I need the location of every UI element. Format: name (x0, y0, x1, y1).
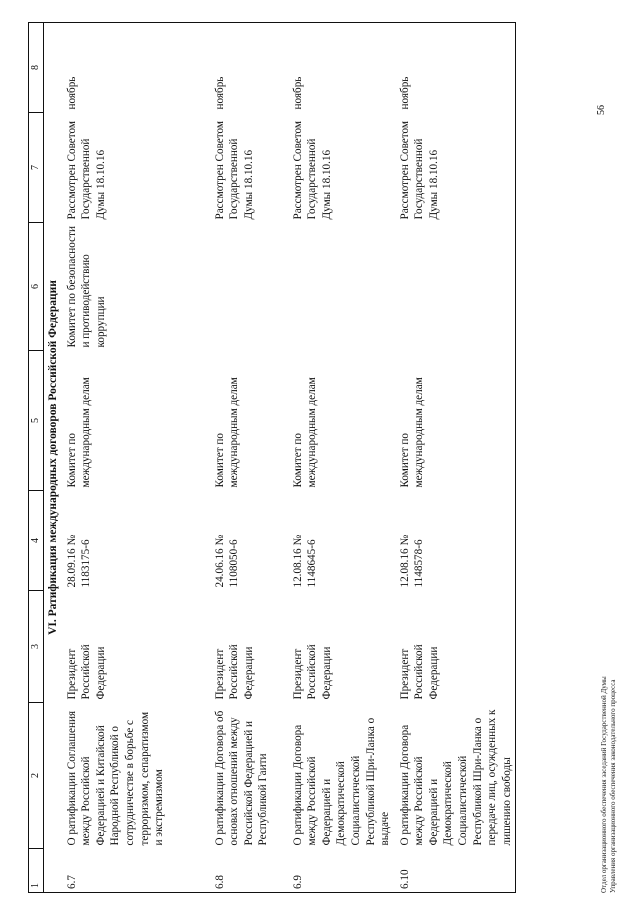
initiator: Президент Российской Федерации (291, 644, 333, 700)
bill-title: О ратификации Договора об основах отношений между Российской Федерацией и Республикой Гаити (213, 710, 270, 846)
bill-title: О ратификации Соглашения между Российской Федерацией и Китайской Народной Республикой о сотрудничестве в борьбе с терроризмом, сепаратизмом и экстремизмом (65, 710, 166, 846)
initiator: Президент Российской Федерации (213, 644, 255, 700)
table-row (289, 23, 396, 893)
table-row (63, 23, 211, 893)
table-row (211, 23, 289, 893)
initiator: Президент Российской Федерации (396, 591, 516, 703)
row-number: 6.10 (396, 849, 516, 893)
month: ноябрь (211, 23, 289, 113)
footer-line: Отдел организационного обеспечения заседаний Государственной Думы (600, 676, 608, 893)
registration-number: 24.06.16 № 1108050-6 (213, 534, 241, 588)
column-number: 5 (29, 351, 44, 491)
status: Рассмотрен Советом Государственной Думы 18.10.16 (291, 121, 333, 220)
footer-note (600, 676, 618, 893)
bill-title: О ратификации Договора между Российской Федерацией и Демократической Социалистической Республикой Шри-Ланка о передаче лиц, осужденных к лишению свободы (396, 703, 516, 849)
table-row (396, 23, 516, 893)
column-number: 1 (29, 849, 44, 893)
bill-title: О ратификации Договора между Российской Федерацией и Демократической Социалистической Республикой Шри-Ланка о выдаче (291, 717, 392, 846)
row-number: 6.8 (211, 849, 289, 893)
registration-number: 28.09.16 № 1183175-6 (65, 534, 93, 588)
row-number: 6.7 (63, 849, 211, 893)
registration-number: 12.08.16 № 1148645-6 (291, 534, 319, 588)
column-number: 2 (29, 703, 44, 849)
registration-number: 12.08.16 № 1148578-6 (396, 491, 516, 591)
column-number: 8 (29, 23, 44, 113)
responsible-committee: Комитет по международным делам (65, 377, 93, 488)
initiator: Президент Российской Федерации (65, 644, 107, 700)
status: Рассмотрен Советом Государственной Думы 18.10.16 (396, 113, 516, 223)
responsible-committee: Комитет по международным делам (213, 377, 241, 488)
month: ноябрь (63, 23, 211, 113)
page-number: 56 (596, 105, 607, 115)
column-number-row (29, 23, 44, 893)
column-number: 4 (29, 491, 44, 591)
column-number: 3 (29, 591, 44, 703)
section-header-row (44, 23, 63, 893)
column-number: 6 (29, 223, 44, 351)
footer-line: Управления организационного обеспечения законодательного процесса (609, 679, 617, 893)
legislation-table (28, 22, 516, 893)
responsible-committee: Комитет по международным делам (396, 351, 516, 491)
co-committee (289, 223, 396, 351)
month: ноябрь (396, 23, 516, 113)
co-committee: Комитет по безопасности и противодействию коррупции (65, 226, 107, 348)
row-number: 6.9 (289, 849, 396, 893)
column-number: 7 (29, 113, 44, 223)
co-committee (211, 223, 289, 351)
status: Рассмотрен Советом Государственной Думы 18.10.16 (213, 121, 255, 220)
status: Рассмотрен Советом Государственной Думы 18.10.16 (65, 121, 107, 220)
co-committee (396, 223, 516, 351)
month: ноябрь (289, 23, 396, 113)
section-title: VI. Ратификация международных договоров Российской Федерации (44, 23, 63, 893)
responsible-committee: Комитет по международным делам (291, 377, 319, 488)
